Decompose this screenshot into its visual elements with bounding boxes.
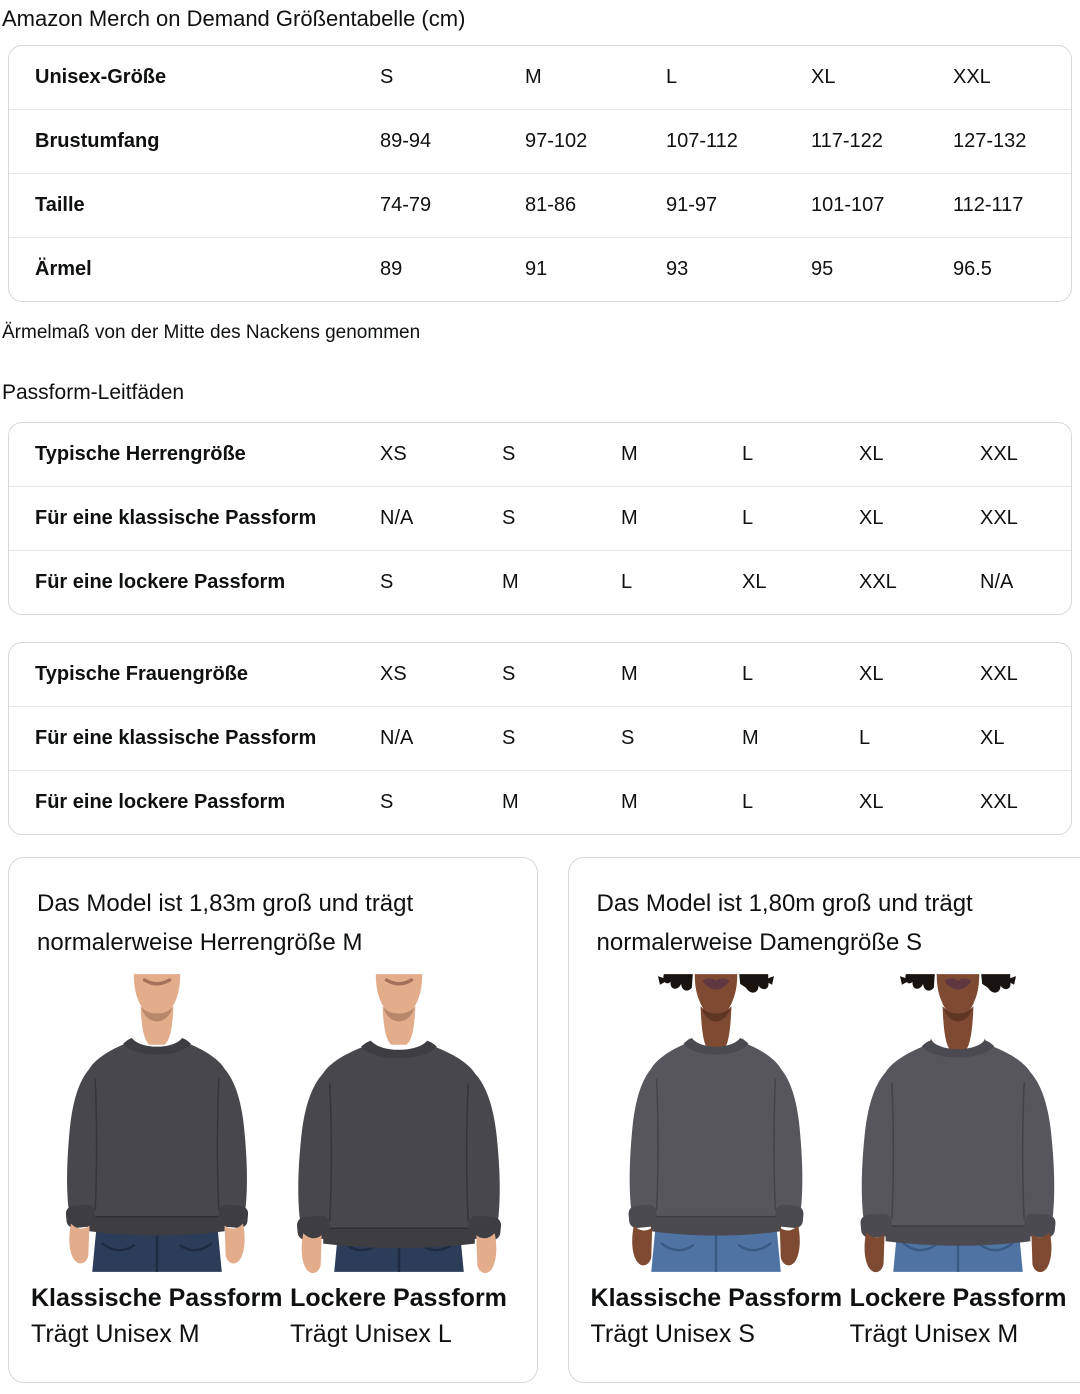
size-cell: 95 [811,258,834,280]
size-cell: S [502,507,516,529]
model-photos-row [591,974,1075,1349]
fit-guides-heading: Passform-Leitfäden [2,381,185,404]
size-cell: L [742,663,754,685]
size-cell: XS [380,443,407,465]
model-description: Das Model ist 1,83m groß und trägt normalerweise Herrengröße M [37,890,414,956]
size-cell: N/A [380,507,414,529]
figure-caption [31,1274,283,1349]
size-cell: M [621,791,638,813]
size-cell: XXL [953,66,991,88]
row-label: Taille [35,194,85,216]
size-cell: M [502,571,519,593]
size-cell: 91-97 [666,194,718,216]
size-cell: S [621,727,635,749]
table-row [9,643,1071,706]
table-row [9,237,1071,301]
size-cell: S [380,571,394,593]
table-row [9,706,1071,770]
size-cell: M [621,443,638,465]
female-classic-model-photo [600,974,832,1274]
row-label: Unisex-Größe [35,66,167,88]
womens-model-card [568,857,1080,1383]
size-cell: 91 [525,258,548,280]
fit-label: Lockere Passform [290,1284,507,1312]
fit-label: Klassische Passform [590,1284,843,1312]
table-row [9,109,1071,173]
figure-caption [591,1274,843,1349]
female-loose-model-photo [842,974,1074,1274]
size-cell: S [502,443,516,465]
size-cell: M [502,791,519,813]
row-label: Typische Frauengröße [35,663,249,685]
size-cell: S [502,727,516,749]
model-description: Das Model ist 1,80m groß und trägt normalerweise Damengröße S [596,890,973,956]
model-photos-row [31,974,515,1349]
table-row [9,423,1071,486]
size-cell: XS [380,663,407,685]
size-cell: 107-112 [666,130,738,152]
size-cell: XXL [980,443,1018,465]
size-cell: XXL [980,507,1018,529]
fit-label: Klassische Passform [31,1284,283,1312]
row-label: Ärmel [35,258,92,280]
size-cell: 89 [380,258,403,280]
size-chart-page [0,6,1080,1383]
size-cell: L [742,443,754,465]
unisex-size-table [8,45,1072,302]
mens-classic-fit-figure [31,974,283,1349]
size-cell: 96.5 [953,258,992,280]
size-cell: 97-102 [525,130,588,152]
table-row [9,46,1071,109]
size-cell: 112-117 [953,194,1024,216]
page-title: Amazon Merch on Demand Größentabelle (cm) [2,6,466,31]
size-cell: S [380,791,394,813]
size-cell: 127-132 [953,130,1027,152]
womens-classic-fit-figure [591,974,843,1349]
size-cell: L [859,727,871,749]
row-label: Für eine lockere Passform [35,571,286,593]
womens-fit-table [8,642,1072,835]
size-cell: L [742,507,754,529]
figure-caption [850,1274,1067,1349]
size-cell: L [666,66,678,88]
size-cell: M [742,727,759,749]
size-cell: XL [859,443,884,465]
figure-caption [290,1274,507,1349]
size-worn-label: Trägt Unisex M [849,1320,1019,1348]
sleeve-measure-note: Ärmelmaß von der Mitte des Nackens genommen [2,322,421,343]
size-cell: XL [859,791,884,813]
size-cell: M [525,66,542,88]
size-cell: M [621,663,638,685]
table-row [9,770,1071,834]
size-cell: N/A [980,571,1014,593]
size-worn-label: Trägt Unisex L [290,1320,452,1348]
size-cell: S [380,66,394,88]
fit-label: Lockere Passform [849,1284,1067,1312]
size-cell: XL [859,663,884,685]
size-cell: 89-94 [380,130,432,152]
size-worn-label: Trägt Unisex S [590,1320,755,1348]
size-worn-label: Trägt Unisex M [31,1320,200,1348]
mens-fit-table [8,422,1072,615]
table-row [9,486,1071,550]
size-cell: M [621,507,638,529]
row-label: Für eine klassische Passform [35,507,317,529]
size-cell: XL [980,727,1005,749]
mens-model-card [8,857,538,1383]
table-row [9,550,1071,614]
size-cell: 117-122 [811,130,883,152]
size-cell: S [502,663,516,685]
row-label: Für eine lockere Passform [35,791,286,813]
size-cell: 93 [666,258,689,280]
size-cell: XXL [859,571,897,593]
size-cell: XL [811,66,836,88]
size-cell: L [621,571,633,593]
size-cell: XXL [980,791,1018,813]
size-cell: L [742,791,754,813]
size-cell: 74-79 [380,194,432,216]
row-label: Brustumfang [35,130,160,152]
size-cell: 101-107 [811,194,885,216]
mens-loose-fit-figure [283,974,515,1349]
size-cell: 81-86 [525,194,577,216]
table-row [9,173,1071,237]
male-loose-model-photo [283,974,515,1274]
size-cell: XL [742,571,767,593]
male-classic-model-photo [41,974,273,1274]
womens-loose-fit-figure [842,974,1074,1349]
model-cards [8,857,1072,1383]
size-cell: XL [859,507,884,529]
size-cell: XXL [980,663,1018,685]
row-label: Für eine klassische Passform [35,727,317,749]
size-cell: N/A [380,727,414,749]
row-label: Typische Herrengröße [35,443,246,465]
